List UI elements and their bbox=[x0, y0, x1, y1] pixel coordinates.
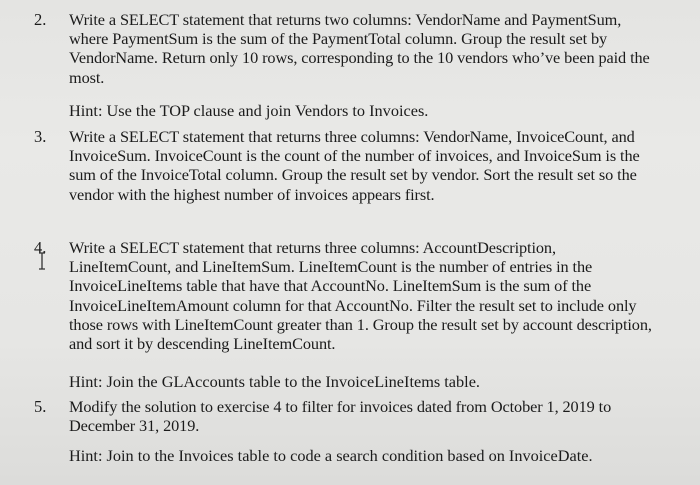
exercise-hint: Hint: Join to the Invoices table to code a search condition based on InvoiceDate. bbox=[69, 446, 593, 465]
exercise-text: Write a SELECT statement that returns three columns: AccountDescription, LineItemCount, and LineItemSum. LineItemCount is the number of entries in the InvoiceLineItems table that have that AccountNo. LineItemSum is the sum of the InvoiceLineItemAmount column for that AccountNo. Filter the result set to include only those rows with LineItemCount greater than 1. Group the result set by account description, and sort it by descending LineItemCount. bbox=[69, 238, 652, 354]
exercise-number: 4. bbox=[34, 238, 47, 257]
exercise-text: Modify the solution to exercise 4 to filter for invoices dated from October 1, 2019 to December 31, 2019. bbox=[69, 397, 612, 436]
exercise-text: Write a SELECT statement that returns two columns: VendorName and PaymentSum, where PaymentSum is the sum of the PaymentTotal column. Group the result set by VendorName. Return only 10 rows, corresponding to the 10 vendors who’ve been paid the most. bbox=[69, 10, 650, 87]
exercise-text: Write a SELECT statement that returns three columns: VendorName, InvoiceCount, and InvoiceSum. InvoiceCount is the count of the number of invoices, and InvoiceSum is the sum of the InvoiceTotal column. Group the result set by vendor. Sort the result set so the vendor with the highest number of invoices appears first. bbox=[69, 127, 640, 204]
text-cursor-icon bbox=[38, 252, 46, 270]
exercise-number: 2. bbox=[34, 10, 47, 29]
exercise-number: 3. bbox=[34, 127, 47, 146]
exercise-hint: Hint: Join the GLAccounts table to the InvoiceLineItems table. bbox=[69, 372, 480, 391]
exercise-number: 5. bbox=[34, 397, 47, 416]
exercise-hint: Hint: Use the TOP clause and join Vendors to Invoices. bbox=[69, 101, 429, 120]
